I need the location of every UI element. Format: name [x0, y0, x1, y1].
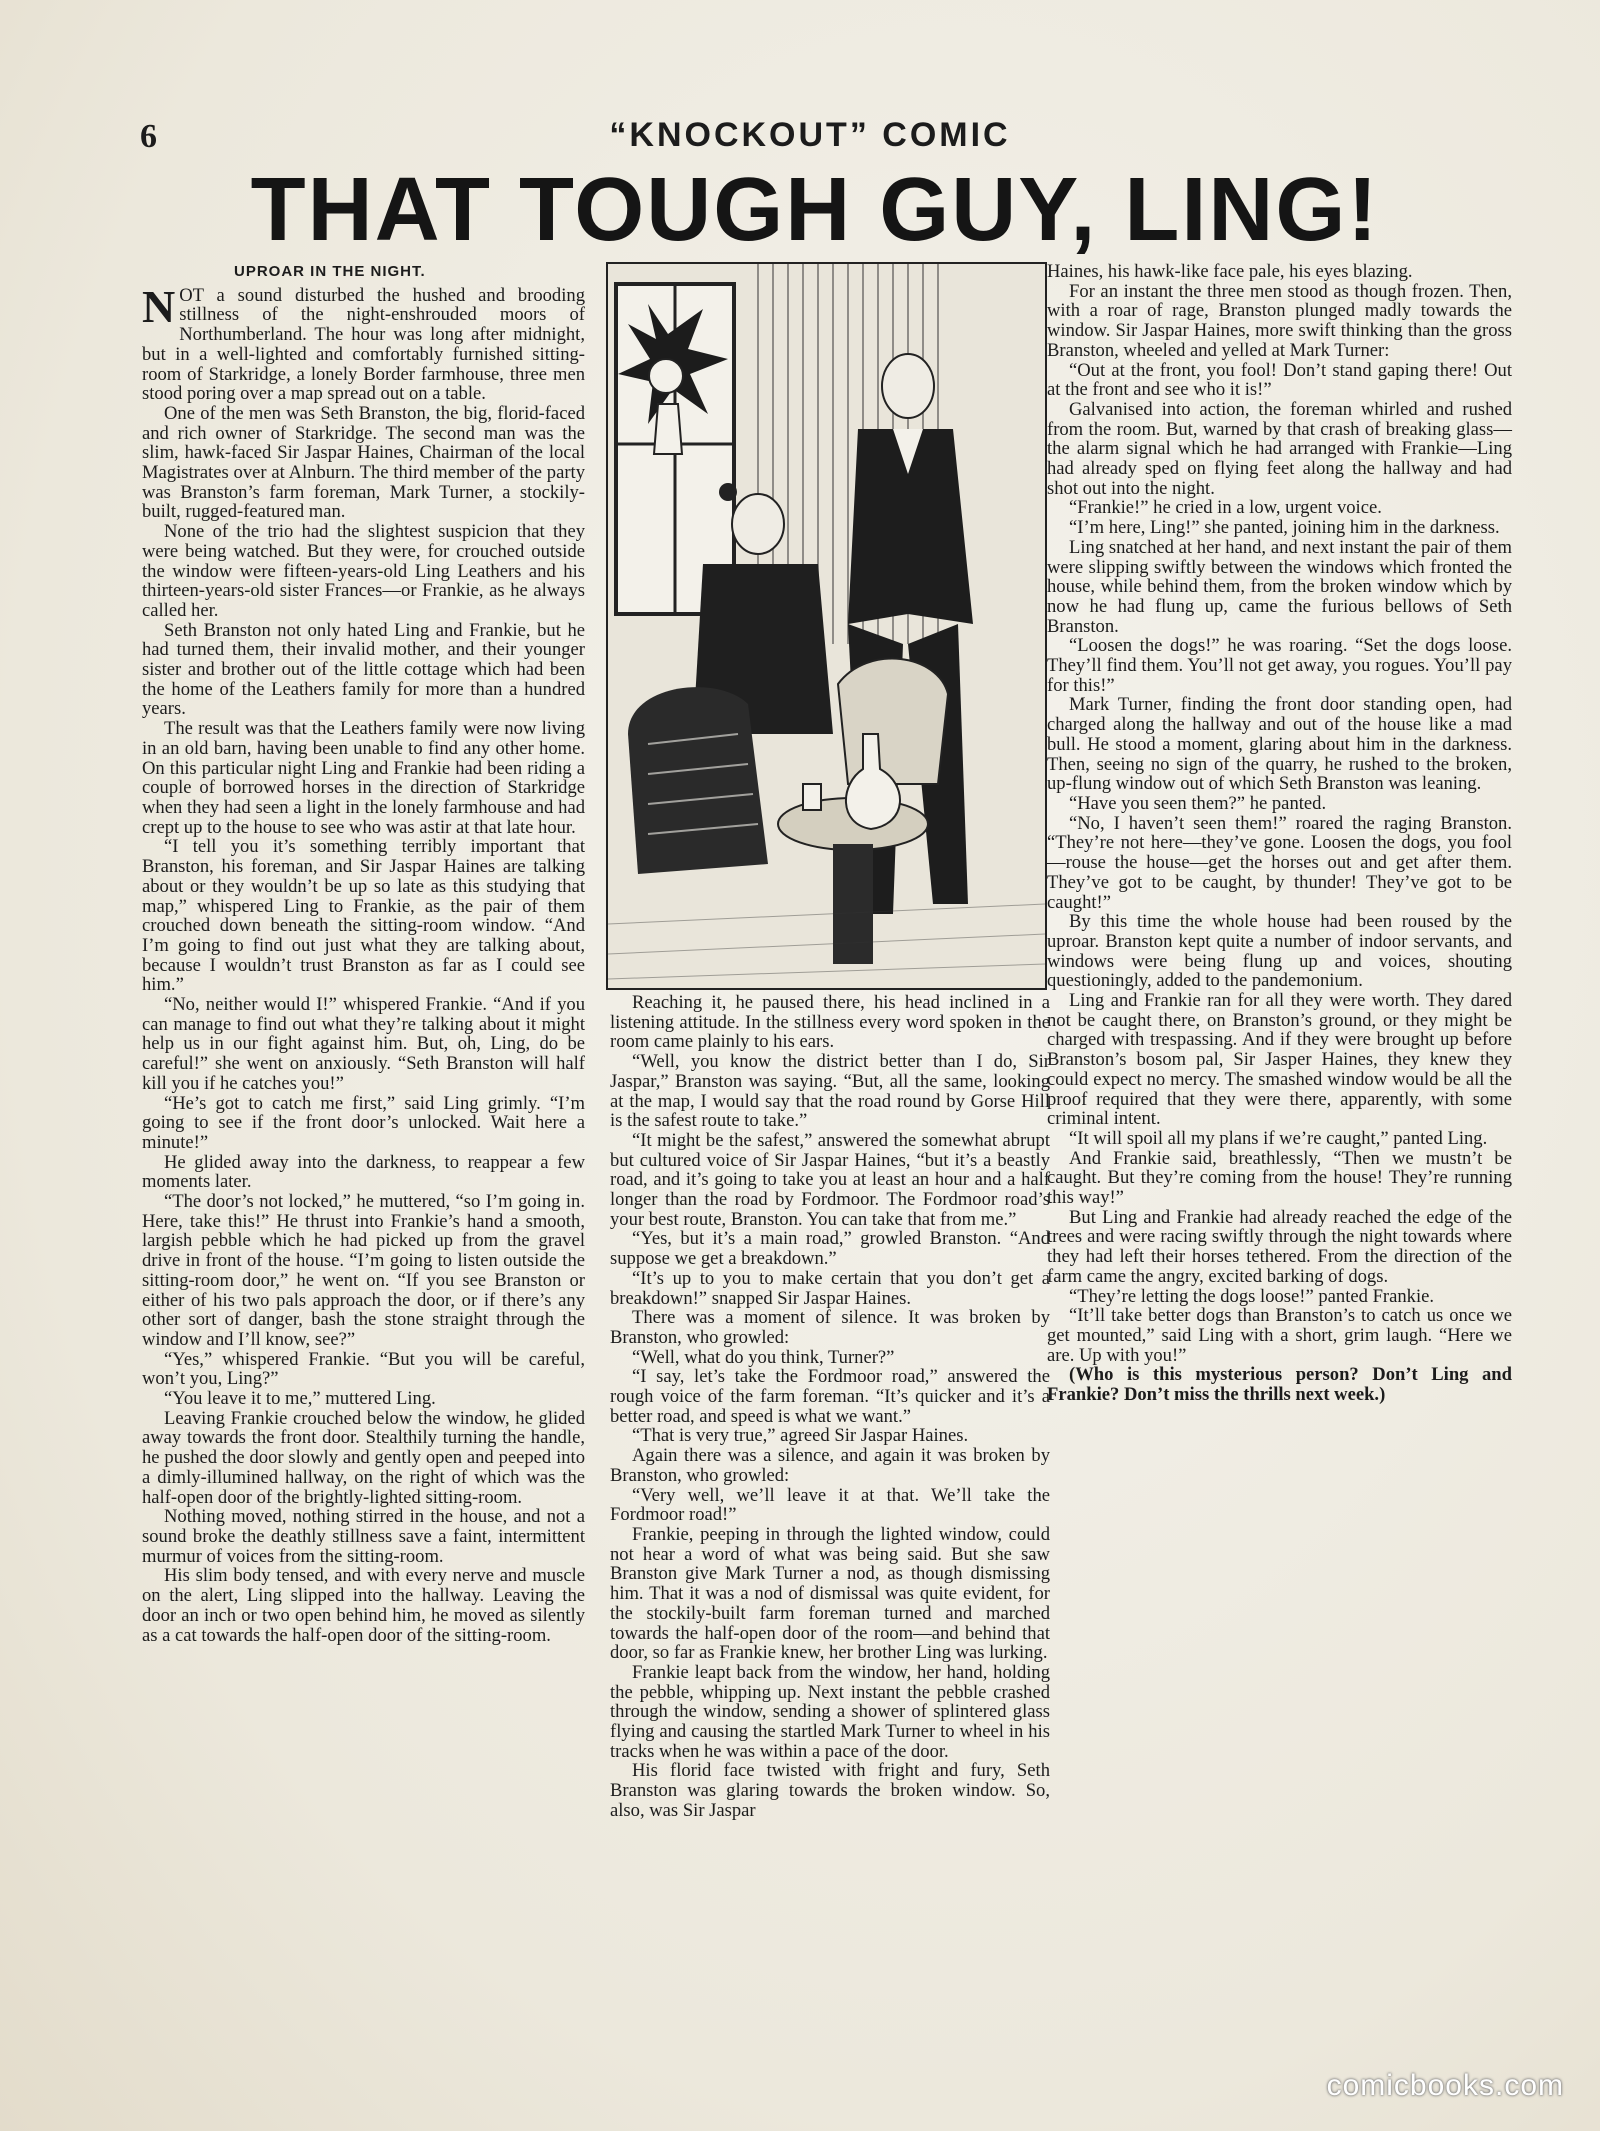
- paragraph: And Frankie said, breathlessly, “Then we mustn’t be caught. But they’re coming from the house! They’re running this way!”: [1047, 1147, 1512, 1209]
- paragraph: “Well, you know the district better than I do, Sir Jaspar,” Branston was saying. “But, all the same, looking at the map, I would say that the road round by Gorse Hill is the safest route to take.”: [610, 1051, 1050, 1132]
- drop-cap: N: [142, 280, 176, 332]
- paragraph: “No, neither would I!” whispered Frankie. “And if you can manage to find out what they’re talking about it might help us in our fight against him. But, oh, Ling, do be careful!” she went on anxiously. “Seth Branston will half kill you if he catches you!”: [142, 994, 585, 1094]
- paragraph: “It will spoil all my plans if we’re caught,” panted Ling.: [1069, 1127, 1488, 1149]
- opening-paragraph-text: OT a sound disturbed the hushed and brooding stillness of the night-enshrouded moors of Northumberland. The hour was long after midnight, but in a well-lighted and comfortably furnished sitting-room of Starkridge, a lonely Border farmhouse, three men stood poring over a map spread out on a table.: [142, 284, 585, 405]
- opening-paragraph: [142, 280, 585, 405]
- paragraph: “It’ll take better dogs than Branston’s to catch us once we get mounted,” said Ling with a short, grim laugh. “Here we are. Up with you!”: [1047, 1305, 1512, 1366]
- paragraph: But Ling and Frankie had already reached the edge of the trees and were racing swiftly through the night towards where they had left their horses tethered. From the direction of the farm came the angry, excited barking of dogs.: [1047, 1206, 1512, 1287]
- paragraph: “Loosen the dogs!” he was roaring. “Set the dogs loose. They’ll find them. You’ll not get away, you rogues. You’ll pay for this!”: [1047, 635, 1512, 696]
- paragraph: “It might be the safest,” answered the somewhat abrupt but cultured voice of Sir Jaspar Haines, “but it’s a beastly road, and it’s going to take you at least an hour and a half longer than the road by Fordmoor. The Fordmoor road’s your best route, Branston. You can take that from me.”: [610, 1129, 1050, 1230]
- paragraph: “It’s up to you to make certain that you don’t get a breakdown!” snapped Sir Jaspar Haines.: [610, 1267, 1050, 1309]
- section-subhead: UPROAR IN THE NIGHT.: [234, 263, 426, 280]
- paragraph: “Frankie!” he cried in a low, urgent voice.: [1069, 497, 1382, 519]
- paragraph: Again there was a silence, and again it was broken by Branston, who growled:: [610, 1445, 1050, 1486]
- paragraph: Seth Branston not only hated Ling and Frankie, but he had turned them, their invalid mother, and their younger sister and brother out of the little cottage which had been the home of the Leathers family for more than a hundred years.: [142, 619, 585, 720]
- site-watermark: comicbooks.com: [1326, 2069, 1564, 2102]
- paragraph: “No, I haven’t seen them!” roared the raging Branston. “They’re not here—they’ve gone. Loosen the dogs, you fool—rouse the house—get the horses out and get after them. They’ve got to be caught, by thunder! They’ve got to be caught!”: [1047, 812, 1512, 913]
- paragraph: Mark Turner, finding the front door standing open, had charged along the hallway and out of the house like a mad bull. He stood a moment, glaring about him in the darkness. Then, seeing no sign of the quarry, he rushed to the broken, up-flung window out of which Seth Branston was leaning.: [1047, 694, 1512, 795]
- paragraph: Frankie leapt back from the window, her hand, holding the pebble, whipping up. Next instant the pebble crashed through the window, sending a shower of splintered glass flying and causing the startled Mark Turner to wheel in his tracks when he was within a pace of the door.: [610, 1661, 1050, 1762]
- paragraph: “I tell you it’s something terribly important that Branston, his foreman, and Sir Jaspar Haines are talking about or they wouldn’t be up so late as this studying that map,” whispered Ling to Frankie, as the pair of them crouched down beneath the sitting-room window. “And I’m going to find out just what they are talking about, because I wouldn’t trust Branston as far as I could see him.”: [142, 836, 585, 996]
- paragraph: There was a moment of silence. It was broken by Branston, who growled:: [610, 1307, 1050, 1348]
- paragraph: “Yes, but it’s a main road,” growled Branston. “And suppose we get a breakdown.”: [610, 1228, 1050, 1270]
- paragraph: His slim body tensed, and with every nerve and muscle on the alert, Ling slipped into the hallway. Leaving the door an inch or two open behind him, he moved as silently as a cat towards the half-open door of the sitting-room.: [142, 1565, 585, 1646]
- paragraph: Frankie, peeping in through the lighted window, could not hear a word of what was being said. But she saw Branston give Mark Turner a nod, as though dismissing him. That it was a nod of dismissal was quite evident, for the stockily-built farm foreman turned and marched towards the half-open door of the room—and behind that door, so far as Frankie knew, her brother Ling was lurking.: [610, 1523, 1050, 1664]
- paragraph: For an instant the three men stood as though frozen. Then, with a roar of rage, Branston plunged madly towards the window. Sir Jaspar Haines, more swift thinking than the gross Branston, wheeled and yelled at Mark Turner:: [1047, 280, 1512, 361]
- paragraph: “I say, let’s take the Fordmoor road,” answered the rough voice of the farm foreman. “It’s quicker and it’s a better road, and speed is what we want.”: [610, 1366, 1050, 1427]
- paragraph: He glided away into the darkness, to reappear a few moments later.: [142, 1151, 585, 1193]
- paragraph: “Very well, we’ll leave it at that. We’ll take the Fordmoor road!”: [610, 1484, 1050, 1526]
- story-illustration: [606, 262, 1047, 990]
- paragraph: By this time the whole house had been roused by the uproar. Branston kept quite a number of indoor servants, and windows were being flung up and voices, shouting questioningly, added to the pandemonium.: [1047, 911, 1512, 992]
- paragraph: “Well, what do you think, Turner?”: [632, 1346, 895, 1368]
- text-column-1: [142, 262, 585, 1962]
- paragraph: None of the trio had the slightest suspicion that they were being watched. But they were, for crouched outside the window were fifteen-years-old Ling Leathers and his thirteen-years-old sister Frances—or Frankie, as he always called her.: [142, 521, 585, 621]
- paragraph: Leaving Frankie crouched below the window, he glided away towards the front door. Stealthily turning the handle, he pushed the door slowly and gently open and peeped into a dimly-illumined hallway, on the right of which was the half-open door of the brightly-lighted sitting-room.: [142, 1407, 585, 1508]
- text-column-2: [610, 993, 1050, 1963]
- text-column-3: [1047, 262, 1512, 1962]
- paragraph: Galvanised into action, the foreman whirled and rushed from the room. But, warned by that crash of breaking glass—the alarm signal which he had arranged with Frankie—Ling had already sped on flying feet along the hallway and had shot out into the night.: [1047, 398, 1512, 499]
- paragraph: “I’m here, Ling!” she panted, joining him in the darkness.: [1069, 517, 1500, 539]
- running-header: “KNOCKOUT” COMIC: [609, 116, 1011, 154]
- paragraph: Ling and Frankie ran for all they were worth. They dared not be caught there, on Branston’s ground, or they might be charged with trespassing. And if they were brought up before Branston’s bosom pal, Sir Jasper Haines, they knew they could expect no mercy. The smashed window would be all the proof required that they were there, apparently, with some criminal intent.: [1047, 990, 1512, 1130]
- paragraph: Nothing moved, nothing stirred in the house, and not a sound broke the deathly stillness save a faint, intermittent murmur of voices from the sitting-room.: [142, 1506, 585, 1567]
- paragraph: “Have you seen them?” he panted.: [1069, 792, 1327, 814]
- paragraph: “That is very true,” agreed Sir Jaspar Haines.: [632, 1425, 969, 1447]
- story-title: THAT TOUGH GUY, LING!: [250, 160, 1380, 260]
- continuation-paragraph: Haines, his hawk-like face pale, his eyes blazing.: [1047, 261, 1413, 282]
- paragraph: “They’re letting the dogs loose!” panted Frankie.: [1069, 1285, 1435, 1307]
- paragraph: Reaching it, he paused there, his head inclined in a listening attitude. In the stillness every word spoken in the room came plainly to his ears.: [610, 992, 1050, 1053]
- paragraph: His florid face twisted with fright and fury, Seth Branston was glaring towards the broken window. So, also, was Sir Jaspar: [610, 1760, 1050, 1821]
- paragraph: “Out at the front, you fool! Don’t stand gaping there! Out at the front and see who it is!”: [1047, 359, 1512, 401]
- next-week-note: (Who is this mysterious person? Don’t Ling and Frankie? Don’t miss the thrills next week.): [1047, 1364, 1512, 1406]
- paragraph: The result was that the Leathers family were now living in an old barn, having been unable to find any other home. On this particular night Ling and Frankie had been riding a couple of borrowed horses in the direction of Starkridge when they had seen a light in the lonely farmhouse and had crept up to the house to see who was astir at that late hour.: [142, 718, 585, 838]
- paragraph: One of the men was Seth Branston, the big, florid-faced and rich owner of Starkridge. The second man was the slim, hawk-faced Sir Jaspar Haines, Chairman of the local Magistrates over at Alnburn. The third member of the party was Branston’s farm foreman, Mark Turner, a stockily-built, rugged-featured man.: [142, 402, 585, 523]
- paragraph: Ling snatched at her hand, and next instant the pair of them were slipping swiftly between the windows which fronted the house, while behind them, from the broken window which by now he had flung up, came the furious bellows of Seth Branston.: [1047, 536, 1512, 637]
- paragraph: “He’s got to catch me first,” said Ling grimly. “I’m going to see if the front door’s unlocked. Wait here a minute!”: [142, 1092, 585, 1153]
- paragraph: “Yes,” whispered Frankie. “But you will be careful, won’t you, Ling?”: [142, 1348, 585, 1390]
- page-number: 6: [140, 118, 157, 155]
- paragraph: “The door’s not locked,” he muttered, “so I’m going in. Here, take this!” He thrust into Frankie’s hand a smooth, largish pebble which he had picked up from the gravel drive in front of the house. “I’m going to listen outside the sitting-room door,” he went on. “If you see Branston or either of his two pals approach the door, or if there’s any other sort of danger, bash the stone straight through the window and I’ll know, see?”: [142, 1191, 585, 1350]
- paragraph: “You leave it to me,” muttered Ling.: [164, 1388, 436, 1410]
